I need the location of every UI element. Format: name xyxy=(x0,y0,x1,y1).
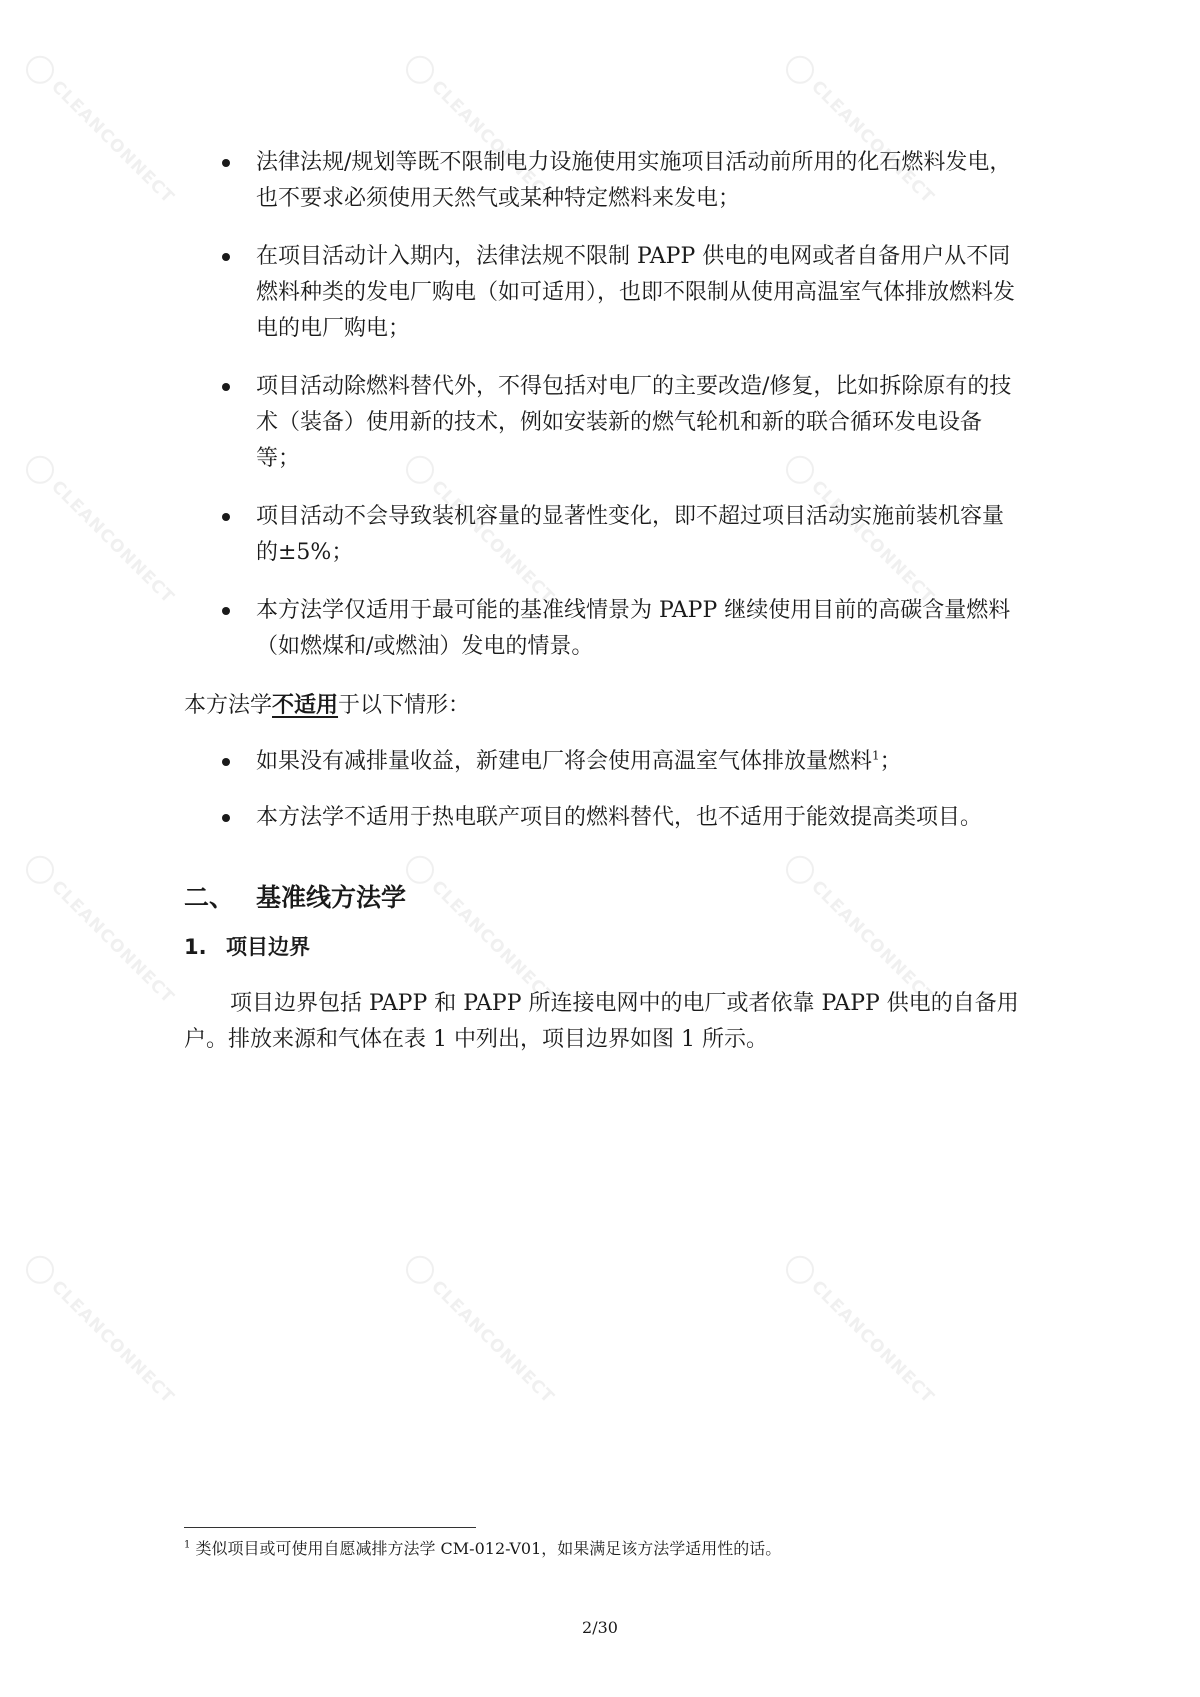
page-content xyxy=(184,145,1024,1058)
watermark: CLEANCONNECT xyxy=(12,1250,182,1420)
footnote-mark: 1 xyxy=(184,1539,191,1551)
not-applicable-list xyxy=(184,744,1024,836)
subsection-heading xyxy=(184,930,1024,964)
watermark-logo-icon xyxy=(780,1250,820,1290)
watermark: CLEANCONNECT xyxy=(392,1250,562,1420)
list-item-text: 本方法学仅适用于最可能的基准线情景为 PAPP 继续使用目前的高碳含量燃料（如燃煤和/或燃油）发电的情景。 xyxy=(256,598,1011,659)
intro-suffix: 于以下情形： xyxy=(338,693,471,718)
applicability-conditions-list xyxy=(184,145,1024,665)
list-item-text: 如果没有减排量收益，新建电厂将会使用高温室气体排放量燃料 xyxy=(256,749,873,774)
watermark: CLEANCONNECT xyxy=(12,50,182,220)
list-item-text: 本方法学不适用于热电联产项目的燃料替代，也不适用于能效提高类项目。 xyxy=(256,805,983,830)
watermark-logo-icon xyxy=(780,50,820,90)
watermark: CLEANCONNECT xyxy=(392,850,562,1020)
watermark-logo-icon xyxy=(20,850,60,890)
list-item xyxy=(184,499,1024,571)
footnote-divider xyxy=(184,1527,476,1528)
subsection-title: 项目边界 xyxy=(226,935,310,959)
bullet-icon xyxy=(222,814,230,822)
page-number: 2/30 xyxy=(582,1618,618,1637)
watermark-logo-icon xyxy=(400,50,440,90)
intro-prefix: 本方法学 xyxy=(184,693,273,718)
list-item xyxy=(184,800,1024,836)
watermark: CLEANCONNECT xyxy=(772,50,942,220)
bullet-icon xyxy=(222,513,230,521)
bullet-icon xyxy=(222,383,230,391)
not-applicable-intro xyxy=(184,687,1024,724)
footnote-text: 类似项目或可使用自愿减排方法学 CM-012-V01，如果满足该方法学适用性的话。 xyxy=(195,1539,782,1558)
watermark: CLEANCONNECT xyxy=(12,850,182,1020)
intro-emphasis: 不适用 xyxy=(272,692,339,718)
footnote-ref[interactable]: 1 xyxy=(872,748,880,763)
list-item xyxy=(184,239,1024,347)
bullet-icon xyxy=(222,253,230,261)
list-item xyxy=(184,593,1024,665)
watermark: CLEANCONNECT xyxy=(12,450,182,620)
list-item xyxy=(184,744,1024,780)
list-item-text: 在项目活动计入期内，法律法规不限制 PAPP 供电的电网或者自备用户从不同燃料种类的发电厂购电（如可适用），也即不限制从使用高温室气体排放燃料发电的电厂购电； xyxy=(256,244,1016,341)
list-item-tail: ； xyxy=(879,749,902,774)
list-item-text: 项目活动不会导致装机容量的显著性变化，即不超过项目活动实施前装机容量的±5%； xyxy=(256,504,1005,565)
watermark: CLEANCONNECT xyxy=(392,450,562,620)
body-paragraph: 项目边界包括 PAPP 和 PAPP 所连接电网中的电厂或者依靠 PAPP 供电的自备用户。排放来源和气体在表 1 中列出，项目边界如图 1 所示。 xyxy=(184,991,1019,1052)
subsection-number: 1. xyxy=(184,935,207,959)
watermark: CLEANCONNECT xyxy=(392,50,562,220)
list-item xyxy=(184,369,1024,477)
watermark: CLEANCONNECT xyxy=(772,450,942,620)
section-number: 二、 xyxy=(184,883,235,912)
list-item-text: 法律法规/规划等既不限制电力设施使用实施项目活动前所用的化石燃料发电，也不要求必须使用天然气或某种特定燃料来发电； xyxy=(256,150,1012,211)
footnote xyxy=(184,1538,781,1560)
watermark-logo-icon xyxy=(400,1250,440,1290)
watermark-logo-icon xyxy=(20,50,60,90)
bullet-icon xyxy=(222,758,230,766)
bullet-icon xyxy=(222,607,230,615)
watermark: CLEANCONNECT xyxy=(772,1250,942,1420)
section-heading xyxy=(184,880,1024,916)
list-item xyxy=(184,145,1024,217)
watermark-logo-icon xyxy=(20,450,60,490)
bullet-icon xyxy=(222,159,230,167)
watermark: CLEANCONNECT xyxy=(772,850,942,1020)
section-title: 基准线方法学 xyxy=(256,883,407,912)
watermark-logo-icon xyxy=(20,1250,60,1290)
list-item-text: 项目活动除燃料替代外，不得包括对电厂的主要改造/修复，比如拆除原有的技术（装备）使用新的技术，例如安装新的燃气轮机和新的联合循环发电设备等； xyxy=(256,374,1012,471)
